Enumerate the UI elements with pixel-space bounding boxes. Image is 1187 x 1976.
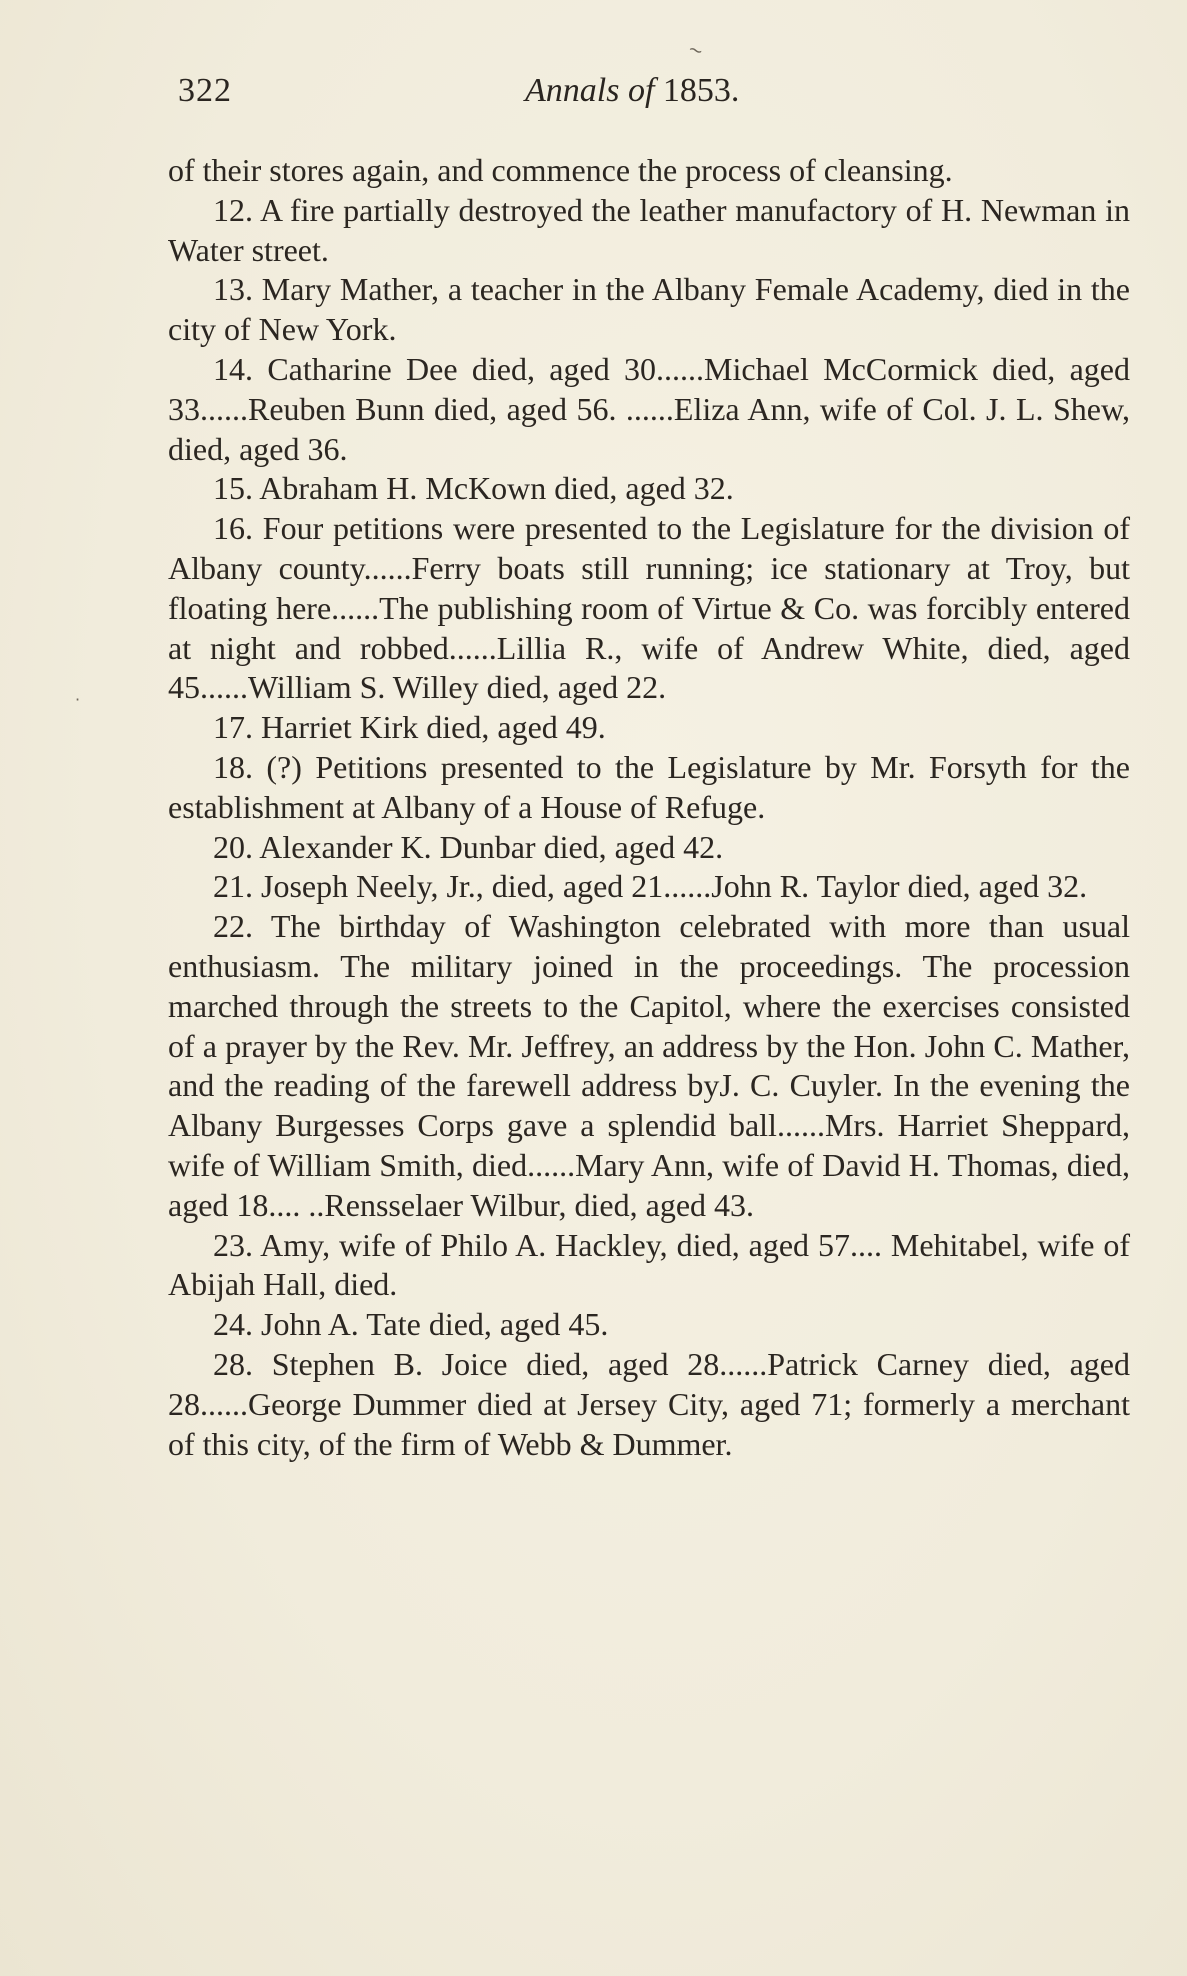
running-head-title: Annals of — [525, 72, 655, 109]
paragraph-entry-15: 15. Abraham H. McKown died, aged 32. — [213, 470, 734, 507]
paragraph-entry-21: 21. Joseph Neely, Jr., died, aged 21......John R. Taylor died, aged 32. — [213, 868, 1088, 905]
paragraph-entry-18: 18. (?) Petitions presented to the Legislature by Mr. Forsyth for the establishment at Albany of a House of Refuge. — [168, 748, 1130, 825]
paragraph-entry-14: 14. Catharine Dee died, aged 30......Michael McCormick died, aged 33......Reuben Bunn died, aged 56. ......Eliza Ann, wife of Col. J. L. Shew, died, aged 36. — [168, 350, 1130, 467]
page-number: 322 — [178, 72, 232, 109]
paragraph-entry-28: 28. Stephen B. Joice died, aged 28......Patrick Carney died, aged 28......George Dummer died at Jersey City, aged 71; formerly a merchant of this city, of the firm of Webb & Dummer. — [168, 1345, 1130, 1462]
page-header — [170, 72, 1130, 132]
paragraph-entry-20: 20. Alexander K. Dunbar died, aged 42. — [213, 828, 724, 865]
paragraph-entry-13: 13. Mary Mather, a teacher in the Albany Female Academy, died in the city of New York. — [168, 271, 1130, 348]
running-head-year: 1853. — [662, 72, 740, 109]
running-head — [525, 72, 739, 110]
ink-mark-margin: · — [75, 690, 81, 709]
paragraph-entry-17: 17. Harriet Kirk died, aged 49. — [213, 709, 606, 746]
paragraph-entry-23: 23. Amy, wife of Philo A. Hackley, died, aged 57.... Mehitabel, wife of Abijah Hall, died. — [168, 1226, 1130, 1303]
paragraph-entry-22: 22. The birthday of Washington celebrated with more than usual enthusiasm. The military joined in the proceedings. The procession marched through the streets to the Capitol, where the exercises consisted of a prayer by the Rev. Mr. Jeffrey, an address by the Hon. John C. Mather, and the reading of the farewell address byJ. C. Cuyler. In the evening the Albany Burgesses Corps gave a splendid ball......Mrs. Harriet Sheppard, wife of William Smith, died......Mary Ann, wife of David H. Thomas, died, aged 18.... ..Rensselaer Wilbur, died, aged 43. — [168, 908, 1130, 1223]
paragraph-entry-16: 16. Four petitions were presented to the Legislature for the division of Albany county......Ferry boats still running; ice stationary at Troy, but floating here......The publishing room of Virtue & Co. was forcibly entered at night and robbed......Lillia R., wife of Andrew White, died, aged 45......William S. Willey died, aged 22. — [168, 510, 1130, 706]
paragraph-entry-12: 12. A fire partially destroyed the leather manufactory of H. Newman in Water street. — [168, 191, 1130, 268]
ink-mark-top: ~ — [684, 38, 707, 63]
page-body — [168, 151, 1130, 1464]
paragraph-continuation: of their stores again, and commence the process of cleansing. — [168, 152, 953, 188]
paragraph-entry-24: 24. John A. Tate died, aged 45. — [213, 1306, 609, 1343]
